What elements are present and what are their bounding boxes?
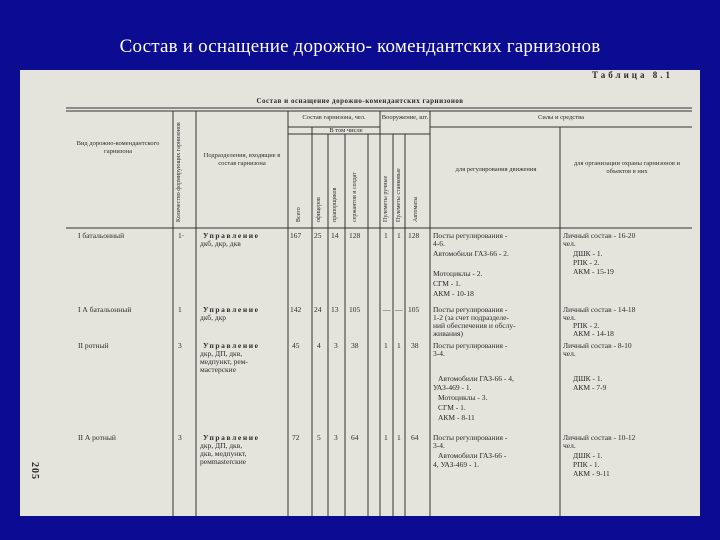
header-mg-hand: Пулеметы ручные [383,175,389,222]
row-mg-heavy: 1 [397,231,401,240]
row-unit-title: Управление [203,433,260,442]
row-total: 142 [290,305,302,314]
header-units: Подразделения, входящие в состав гарнизона [203,152,281,167]
table-grid [20,70,700,516]
row-reg-line: 4, УАЗ-469 - 1. [433,460,479,469]
row-officers: 24 [314,305,322,314]
row-unit-line: дкб, дкр [200,313,227,322]
header-forces: Силы и средства [538,114,584,121]
row-mg-hand: 1 [384,341,388,350]
row-auto: 128 [408,231,420,240]
row-reg-line: АКМ - 10-18 [433,289,474,298]
row-reg-line: Посты регулирования - [433,231,508,240]
row-prot-line: АКМ - 9-11 [573,469,610,478]
header-incl: В том числе [329,127,363,134]
row-prot-line: ДШК - 1. [573,451,603,460]
row-reg-line: Мотоциклы - 2. [433,269,483,278]
row-unit-title: Управление [203,341,260,350]
header-protection: для организации охраны гарнизонов и объектов в них [573,160,681,175]
row-prot-line: чел. [563,349,576,358]
row-auto: 64 [411,433,419,442]
row-prot-line: ДШК - 1. [573,249,603,258]
row-count: 3 [178,341,182,350]
row-prot-line: АКМ - 15-19 [573,267,614,276]
row-prot-line: чел. [563,313,576,322]
row-officers: 5 [317,433,321,442]
row-unit-line: дкр, ДП, дкв, [200,441,243,450]
row-mg-hand: — [383,305,391,314]
row-officers: 25 [314,231,322,240]
header-regulation: для регулирования движения [455,166,537,173]
row-reg-line: 4-6. [433,239,445,248]
row-reg-line: Автомобили ГАЗ-66 - 4, [438,374,514,383]
row-reg-line: 3-4. [433,349,445,358]
slide-title: Состав и оснащение дорожно- комендантских гарнизонов [119,36,601,57]
header-warrants: прапорщиков [332,187,338,222]
row-reg-line: 1-2 (за счет подразделе- [433,313,509,322]
row-count: 1· [178,231,185,240]
header-armament: Вооружение, шт. [381,114,429,121]
row-type: I батальонный [78,231,125,240]
row-reg-line: 3-4. [433,441,445,450]
row-mg-hand: 1 [384,231,388,240]
row-prot-line: чел. [563,239,576,248]
row-unit-line: дкр, ДП, дкв, [200,349,243,358]
row-soldiers: 128 [349,231,361,240]
row-unit-line: дкв, медпункт, [200,449,247,458]
row-auto: 105 [408,305,420,314]
row-reg-line: Посты регулирования - [433,341,508,350]
row-mg-hand: 1 [384,433,388,442]
row-reg-line: Посты регулирования - [433,305,508,314]
header-mg-heavy: Пулеметы станковые [396,168,402,222]
row-reg-line: Мотоциклы - 3. [438,393,488,402]
row-total: 45 [292,341,300,350]
scanned-table-page [20,70,700,516]
header-soldiers: сержантов и солдат [352,172,358,222]
row-prot-line: Личный состав - 8-10 [563,341,632,350]
row-type: I А батальонный [78,305,132,314]
row-reg-line: СГМ - 1. [438,403,466,412]
row-reg-line: СГМ - 1. [433,279,461,288]
header-staff: Состав гарнизона, чел. [302,114,366,121]
row-soldiers: 64 [351,433,359,442]
row-reg-line: живания) [433,329,463,338]
row-prot-line: АКМ - 14-18 [573,329,614,338]
header-type: Вид дорожно-комендантского гарнизона [76,140,160,155]
row-prot-line: АКМ - 7-9 [573,383,607,392]
table-caption: Состав и оснащение дорожно-комендантских гарнизонов [256,97,464,105]
row-reg-line: Посты регулирования - [433,433,508,442]
row-reg-line: АКМ - 8-11 [438,413,475,422]
row-prot-line: ДШК - 1. [573,374,603,383]
row-type: II А ротный [78,433,116,442]
row-prot-line: Личный состав - 14-18 [563,305,636,314]
row-reg-line: ний обеспечения и обслу- [433,321,516,330]
page-number: 205 [29,462,40,480]
row-reg-line: Автомобили ГАЗ-66 - 2. [433,249,509,258]
row-officers: 4 [317,341,321,350]
row-prot-line: РПК - 2. [573,321,600,330]
row-unit-line: медпункт, рем- [200,357,248,366]
row-mg-heavy: 1 [397,433,401,442]
row-warrants: 13 [331,305,339,314]
row-warrants: 3 [334,341,338,350]
header-auto: Автоматы [413,196,419,222]
row-prot-line: Личный состав - 10-12 [563,433,636,442]
row-unit-line: дкб, дкр, дкв [200,239,241,248]
row-unit-line: мастерские [200,365,237,374]
table-number: Таблица 8.1 [592,70,673,80]
header-count: Количество формирующих гарнизонов [176,122,182,222]
row-count: 1 [178,305,182,314]
row-soldiers: 105 [349,305,361,314]
row-prot-line: РПК - 1. [573,460,600,469]
row-unit-line: ремmasterские [200,457,247,466]
row-prot-line: Личный состав - 16-20 [563,231,636,240]
row-reg-line: УАЗ-469 - 1. [433,383,472,392]
row-warrants: 3 [334,433,338,442]
row-unit-title: Управление [203,231,260,240]
row-count: 3 [178,433,182,442]
row-mg-heavy: 1 [397,341,401,350]
row-type: II ротный [78,341,109,350]
row-prot-line: чел. [563,441,576,450]
header-total: Всего [296,207,302,222]
row-prot-line: РПК - 2. [573,258,600,267]
row-soldiers: 38 [351,341,359,350]
row-mg-heavy: — [395,305,403,314]
row-reg-line: Автомобили ГАЗ-66 - [438,451,507,460]
row-warrants: 14 [331,231,339,240]
row-unit-title: Управление [203,305,260,314]
row-total: 167 [290,231,302,240]
header-officers: офицеров [316,197,322,222]
row-auto: 38 [411,341,419,350]
row-total: 72 [292,433,300,442]
